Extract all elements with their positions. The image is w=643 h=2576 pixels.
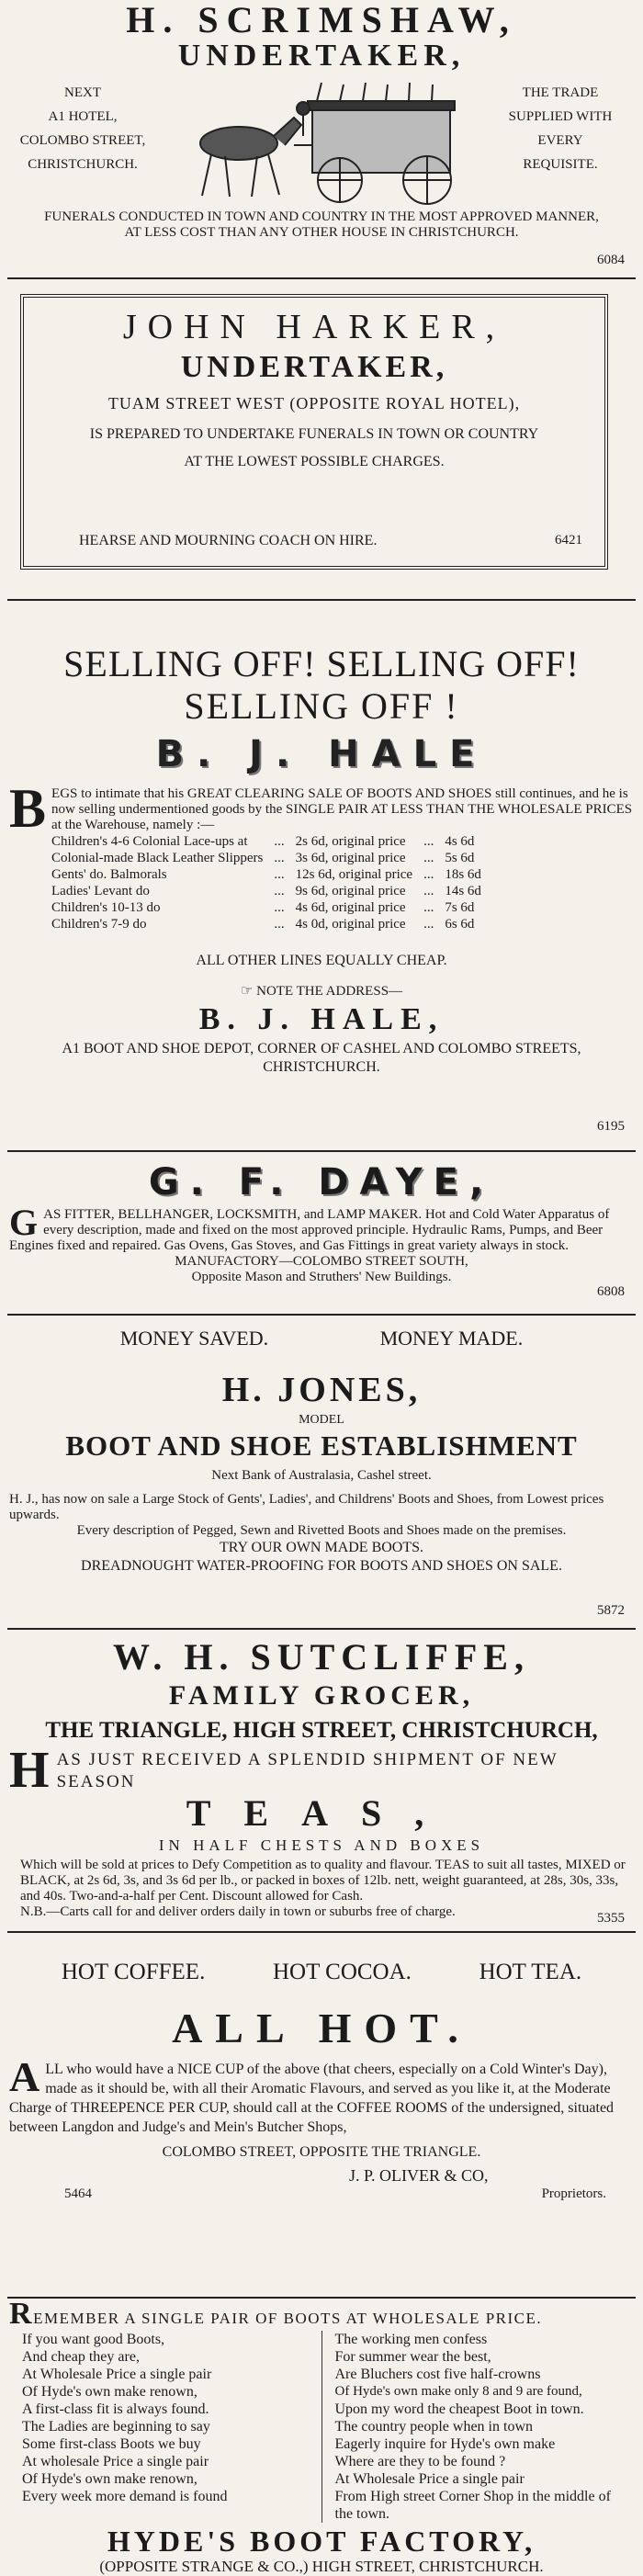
poem-line: From High street Corner Shop in the middle of the town. [334,2489,611,2522]
hale-intro [9,778,634,839]
price-item: Children's 10-13 do [51,900,161,915]
oliver-hot-cocoa: HOT COCOA. [272,1960,412,1984]
daye-factory: MANUFACTORY—COLOMBO STREET SOUTH, [175,1254,468,1269]
jones-money-made: MONEY MADE. [379,1327,524,1350]
sutcliffe-teas: TEAS, [186,1792,457,1834]
price-orig: 7s 6d [445,900,475,915]
jones-try: TRY OUR OWN MADE BOOTS. [219,1540,424,1555]
sutcliffe-lead [9,1742,634,1799]
price-dots: ... [423,884,434,898]
scrimshaw-left [9,81,156,176]
poem-line: For summer wear the best, [334,2349,491,2365]
price-dots: ... [423,834,434,849]
hale-note: ☞ NOTE THE ADDRESS— [240,984,403,999]
price-dots: ... [274,851,285,865]
oliver-hot-coffee: HOT COFFEE. [61,1960,206,1984]
price-dots: ... [423,867,434,882]
hearse-engraving [156,72,487,209]
jones-number: 5872 [597,1603,625,1618]
scrimshaw-left-line: CHRISTCHURCH. [28,157,138,172]
poem-line: Of Hyde's own make renown, [22,2471,197,2487]
price-item: Gents' do. Balmorals [51,867,167,882]
harker-footer [79,533,592,549]
scrimshaw-name: H. SCRIMSHAW, [126,0,517,40]
table-row [46,899,487,916]
jones-name: H. JONES, [221,1371,422,1409]
price-orig: 6s 6d [445,917,475,932]
poem-line: The country people when in town [334,2419,533,2435]
oliver-address: COLOMBO STREET, OPPOSITE THE TRIANGLE. [162,2144,481,2160]
hale-headline1: SELLING OFF! SELLING OFF! [63,643,580,684]
jones-ad [9,1323,634,1626]
hale-ad [9,643,634,1139]
price-dots: ... [274,900,285,915]
jones-body2: Every description of Pegged, Sewn and Rivetted Boots and Shoes made on the premises. [76,1523,567,1538]
table-row [46,883,487,899]
daye-ornate-name: G. F. DAYE, [148,1161,495,1203]
price-now: 3s 6d, original price [295,851,406,865]
price-dots: ... [423,917,434,932]
price-item: Children's 7-9 do [51,917,147,932]
hale-ornate-name: B. J. HALE [155,733,488,775]
oliver-body [9,2053,634,2137]
price-item: Colonial-made Black Leather Slippers [51,851,264,865]
sutcliffe-number: 5355 [597,1911,625,1926]
oliver-body-text: LL who would have a NICE CUP of the above (that cheers, especially on a Cold Winter's Day), made as it should be, with all their Aromatic Flavours, and served as you like it, at the Moderate Charge of THREEPENCE PER CUP, should call at the COFFEE ROOMS of the undersigned, situated between Langdon and Judge's and Mein's Butcher Shops, [9,2062,615,2135]
harker-line1: IS PREPARED TO UNDERTAKE FUNERALS IN TOWN OR COUNTRY [89,426,539,442]
poem-line: Of Hyde's own make only 8 and 9 are found, [334,2384,582,2399]
jones-title: BOOT AND SHOE ESTABLISHMENT [65,1429,578,1462]
hale-city: CHRISTCHURCH. [263,1059,380,1075]
sutcliffe-dropcap: H [9,1742,51,1799]
table-row [46,850,487,866]
scrimshaw-left-line: A1 HOTEL, [48,109,118,124]
scrimshaw-right-line: REQUISITE. [523,157,598,172]
oliver-ad [9,1957,634,2297]
price-now: 2s 6d, original price [295,834,406,849]
table-row [46,916,487,932]
price-dots: ... [274,884,285,898]
scrimshaw-left-line: NEXT [64,85,101,100]
scrimshaw-right-line: EVERY [537,133,583,148]
hale-headline2: SELLING OFF ! [184,685,459,727]
poem-line: Of Hyde's own make renown, [22,2384,197,2400]
daye-ad [9,1158,634,1309]
hale-intro-text: EGS to intimate that his GREAT CLEARING SALE OF BOOTS AND SHOES still continues, and he is now selling undermentioned goods by the SINGLE PAIR AT LESS THAN THE WHOLESALE PRICES at the Warehouse, namely :— [51,786,633,832]
harker-line2: AT THE LOWEST POSSIBLE CHARGES. [184,454,445,469]
sutcliffe-ad [9,1635,634,1929]
scrimshaw-title: UNDERTAKER, [177,39,466,73]
price-dots: ... [423,900,434,915]
hyde-poem [9,2331,634,2523]
poem-line: A first-class fit is always found. [22,2401,209,2417]
poem-line: The Ladies are beginning to say [22,2419,210,2435]
price-dots: ... [423,851,434,865]
sutcliffe-name: W. H. SUTCLIFFE, [113,1636,530,1678]
jones-top [9,1323,634,1354]
jones-body1: H. J., has now on sale a Large Stock of Gents', Ladies', and Childrens' Boots and Shoes, from Lowest prices upwards. [9,1492,604,1522]
oliver-proprietors: Proprietors. [541,2186,606,2201]
price-now: 4s 0d, original price [295,917,406,932]
table-row [46,833,487,850]
jones-dread: DREADNOUGHT WATER-PROOFING FOR BOOTS AND SHOES ON SALE. [81,1558,562,1574]
poem-line: Upon my word the cheapest Boot in town. [334,2401,584,2417]
poem-line: If you want good Boots, [22,2332,165,2347]
scrimshaw-middle [9,72,634,209]
poem-line: At Wholesale Price a single pair [334,2471,525,2487]
price-dots: ... [274,867,285,882]
daye-body [9,1202,634,1254]
harker-name: JOHN HARKER, [122,308,506,346]
scrimshaw-number: 6084 [597,253,625,267]
table-row [46,866,487,883]
daye-opposite: Opposite Mason and Struthers' New Buildings. [191,1270,452,1284]
poem-line: The working men confess [334,2332,488,2347]
hale-address: A1 BOOT AND SHOE DEPOT, CORNER OF CASHEL AND COLOMBO STREETS, [62,1041,581,1056]
poem-line: And cheap they are, [22,2349,140,2365]
jones-money-saved: MONEY SAVED. [119,1327,269,1350]
oliver-sign-row [9,2186,634,2207]
hyde-address: (OPPOSITE STRANGE & CO.,) HIGH STREET, CHRISTCHURCH. [99,2558,544,2575]
sutcliffe-title: FAMILY GROCER, [168,1680,475,1711]
price-now: 4s 6d, original price [295,900,406,915]
sutcliffe-chests: IN HALF CHESTS AND BOXES [158,1836,485,1854]
daye-number: 6808 [597,1284,625,1299]
poem-line: Where are they to be found ? [334,2454,506,2469]
harker-number: 6421 [555,533,582,548]
sutcliffe-address: THE TRIANGLE, HIGH STREET, CHRISTCHURCH, [45,1718,598,1743]
poem-line: At wholesale Price a single pair [22,2454,209,2469]
hyde-poem-left [9,2331,322,2523]
price-item: Children's 4-6 Colonial Lace-ups at [51,834,248,849]
sutcliffe-nb: N.B.—Carts call for and deliver orders daily in town or suburbs free of charge. [20,1904,456,1919]
oliver-proprietor: J. P. OLIVER & CO, [349,2166,489,2185]
price-orig: 14s 6d [445,884,481,898]
poem-line: Some first-class Boots we buy [22,2436,201,2452]
scrimshaw-ad [9,0,634,276]
oliver-number: 5464 [64,2186,92,2201]
price-dots: ... [274,834,285,849]
price-now: 9s 6d, original price [295,884,406,898]
price-item: Ladies' Levant do [51,884,150,898]
price-dots: ... [274,917,285,932]
hale-cheap: ALL OTHER LINES EQUALLY CHEAP. [196,953,447,968]
price-orig: 4s 6d [445,834,475,849]
daye-body-text: AS FITTER, BELLHANGER, LOCKSMITH, and LAMP MAKER. Hot and Cold Water Apparatus of every description, made and fixed on the most approved principle. Hydraulic Rams, Pumps, and Beer Engines fixed and repaired. Gas Ovens, Gas Stoves, and Gas Fittings in great variety always in stock. [9,1207,610,1253]
poem-line: Are Bluchers cost five half-crowns [334,2367,541,2382]
hyde-ad [9,2297,634,2575]
price-now: 12s 6d, original price [295,867,413,882]
daye-dropcap: G [9,1202,39,1243]
harker-title: UNDERTAKER, [180,350,448,384]
harker-address: TUAM STREET WEST (OPPOSITE ROYAL HOTEL), [107,394,521,412]
jones-model: MODEL [299,1413,344,1427]
oliver-hot-tea: HOT TEA. [479,1960,582,1984]
scrimshaw-right-line: THE TRADE [522,85,599,100]
poem-line: Every week more demand is found [22,2489,228,2504]
scrimshaw-right-line: SUPPLIED WITH [508,109,613,124]
hale-name: B. J. HALE, [198,1002,445,1036]
hyde-dropcap: R [9,2297,34,2331]
hyde-title: HYDE'S BOOT FACTORY, [107,2525,536,2558]
scrimshaw-right [487,81,634,176]
hale-number: 6195 [597,1119,625,1134]
scrimshaw-left-line: COLOMBO STREET, [19,133,146,148]
hale-price-list [46,833,487,932]
hale-dropcap: B [9,778,47,839]
price-orig: 5s 6d [445,851,475,865]
hyde-lead-text: EMEMBER A SINGLE PAIR OF BOOTS AT WHOLESALE PRICE. [33,2310,543,2327]
oliver-headline: ALL HOT. [172,2005,471,2051]
harker-footer-text: HEARSE AND MOURNING COACH ON HIRE. [79,533,378,548]
harker-ad [20,294,608,570]
sutcliffe-body: Which will be sold at prices to Defy Competition as to quality and flavour. TEAS to suit all tastes, MIXED or BLACK, at 2s 6d, 3s, and 3s 6d per lb., or packed in boxes of 12lb. nett, weight guaranteed, at 28s, 30s, 33s, and 40s. Two-and-a-half per Cent. Discount allowed for Cash. [20,1858,626,1904]
oliver-dropcap: A [9,2053,40,2100]
scrimshaw-body: FUNERALS CONDUCTED IN TOWN AND COUNTRY IN THE MOST APPROVED MANNER, AT LESS COST THAN ANY OTHER HOUSE IN CHRISTCHURCH. [44,209,599,240]
oliver-top [9,1957,634,1988]
poem-line: Eagerly inquire for Hyde's own make [334,2436,556,2452]
poem-line: At Wholesale Price a single pair [22,2367,212,2382]
price-orig: 18s 6d [445,867,481,882]
sutcliffe-lead-text: AS JUST RECEIVED A SPLENDID SHIPMENT OF NEW SEASON [56,1750,558,1791]
hyde-poem-right [322,2331,635,2523]
jones-next: Next Bank of Australasia, Cashel street. [211,1468,432,1483]
hyde-lead [9,2297,634,2331]
